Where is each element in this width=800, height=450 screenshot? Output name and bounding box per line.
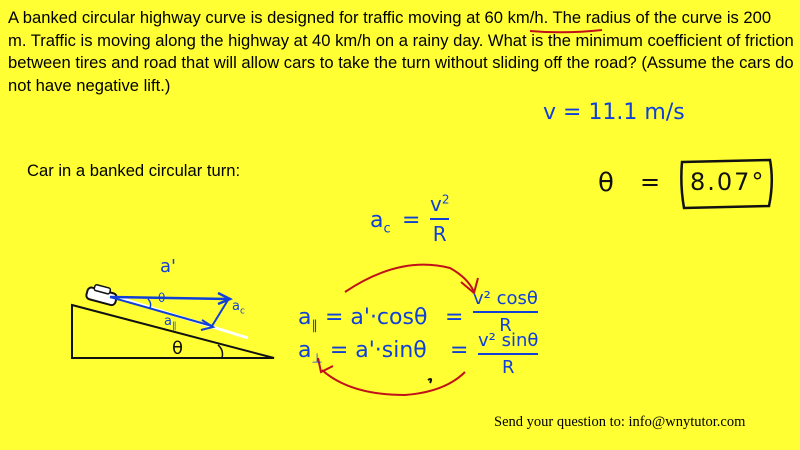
- contact-footer: Send your question to: info@wnytutor.com: [494, 414, 746, 430]
- speed-underline: [530, 30, 602, 32]
- problem-text-1: A banked circular highway curve is designed for traffic moving at: [8, 8, 485, 27]
- pen-mark: [428, 379, 431, 383]
- speed-highlight: 60 km/h: [484, 8, 544, 27]
- ramp-angle-arc: [218, 345, 223, 358]
- a-prime-vector: [110, 297, 228, 299]
- sin-fraction: v² sinθ R: [478, 330, 539, 378]
- diagram-a-prime: a': [160, 256, 176, 277]
- diagram-caption: Car in a banked circular turn:: [27, 161, 241, 180]
- theta-value: 8.07°: [690, 168, 766, 196]
- ac-lhs: $a_c$: [370, 208, 391, 237]
- problem-text-2: . The radius of the curve is 200 m. Traffic is moving along the highway at 40 km/h on a rainy day. What is the minimum coefficient of friction between tires and road that will allow cars to take the turn without sliding off the road? (Assume the cars do not have negative lift.): [8, 8, 794, 95]
- theta-equals: =: [640, 168, 661, 196]
- arc-arrow-bottom: [322, 370, 465, 395]
- a-parallel-equation: $a_\parallel = a'\cdot\cos\theta$: [298, 305, 428, 334]
- a-perp-equals: =: [450, 338, 469, 363]
- ac-fraction: $v^2$ R: [430, 192, 450, 246]
- diagram-apar-label: $a_\parallel$: [164, 314, 177, 332]
- car-icon: [85, 283, 118, 306]
- velocity-equation: v = 11.1 m/s: [543, 100, 685, 125]
- diagram-theta-small: θ: [158, 291, 166, 305]
- diagram-ac-label: $a_c$: [232, 299, 245, 317]
- a-perp-equation: $a_\perp = a'\cdot\sin\theta$: [298, 338, 427, 367]
- cos-fraction: v² cosθ R: [473, 288, 538, 336]
- arc-arrow-top: [345, 265, 474, 292]
- theta-symbol: θ: [598, 168, 614, 198]
- a-parallel-equals: =: [445, 305, 464, 330]
- ramp-theta-label: θ: [172, 338, 184, 359]
- ac-equals: =: [402, 208, 421, 233]
